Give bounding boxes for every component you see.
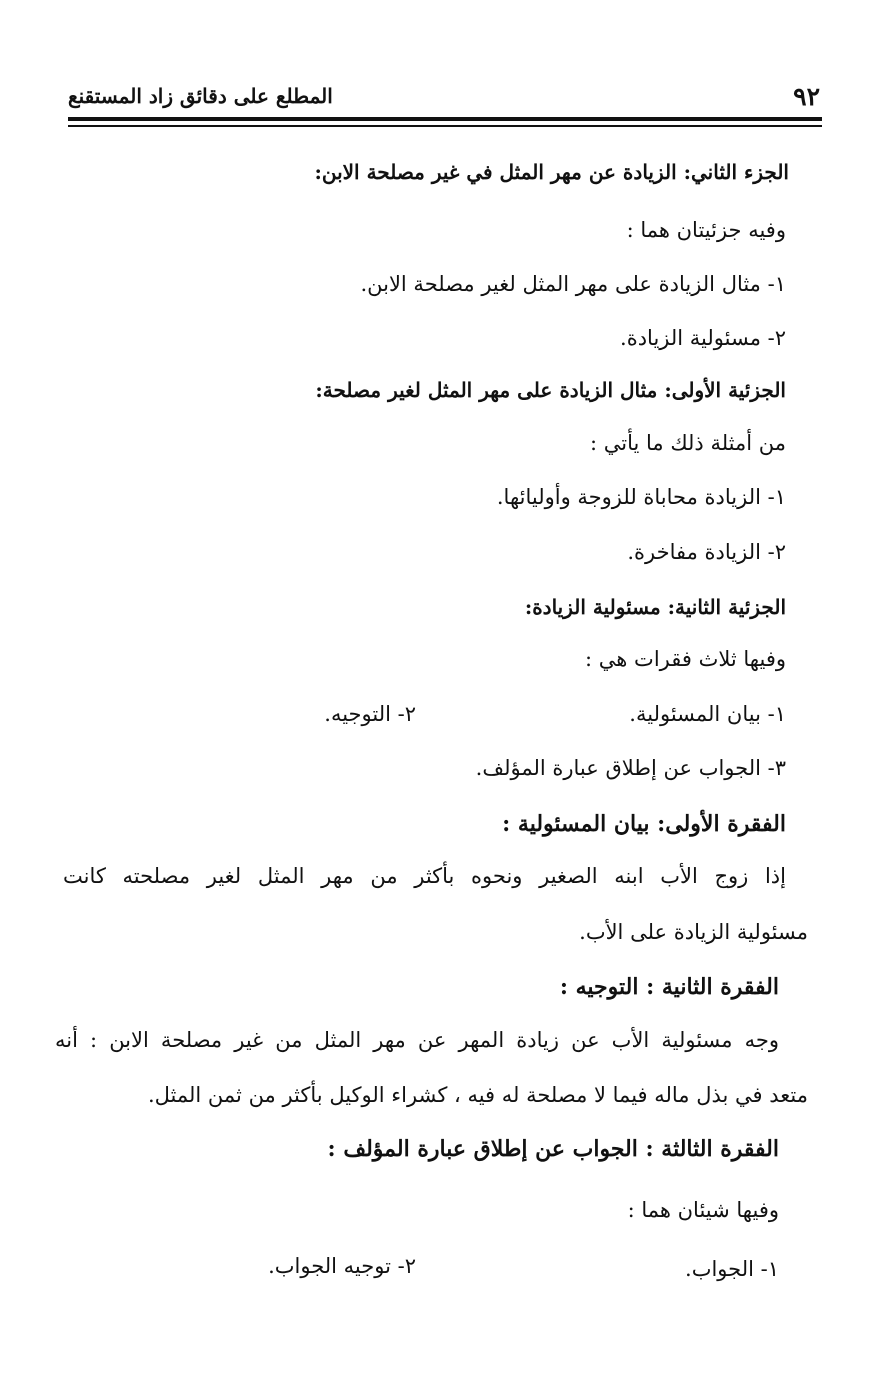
paragraph-heading: الفقرة الثانية : التوجيه :: [559, 974, 779, 1000]
page-header: [68, 82, 822, 112]
subsection-heading: الجزئية الأولى: مثال الزيادة على مهر المثل لغير مصلحة:: [315, 378, 786, 402]
list-item: ١- الزيادة محاباة للزوجة وأوليائها.: [496, 485, 786, 509]
list-item: ١- الجواب.: [685, 1257, 779, 1281]
running-title: المطلع على دقائق زاد المستقنع: [68, 84, 333, 108]
list-item: ١- مثال الزيادة على مهر المثل لغير مصلحة الابن.: [360, 272, 786, 296]
paragraph-line: إذا زوج الأب ابنه الصغير ونحوه بأكثر من مهر المثل لغير مصلحته كانت: [63, 864, 786, 888]
section-heading: الجزء الثاني: الزيادة عن مهر المثل في غير مصلحة الابن:: [314, 160, 789, 184]
page-number: ٩٢: [793, 82, 820, 111]
text-line: من أمثلة ذلك ما يأتي :: [589, 431, 786, 455]
list-item: ٢- مسئولية الزيادة.: [620, 326, 786, 350]
paragraph-line: مسئولية الزيادة على الأب.: [579, 920, 808, 944]
header-rule-thick: [68, 117, 822, 121]
text-line: وفيها ثلاث فقرات هي :: [585, 647, 786, 671]
list-item: ٢- توجيه الجواب.: [268, 1254, 416, 1278]
header-rule-thin: [68, 125, 822, 127]
paragraph-line: متعد في بذل ماله فيما لا مصلحة له فيه ، كشراء الوكيل بأكثر من ثمن المثل.: [147, 1083, 808, 1107]
paragraph-heading: الفقرة الأولى: بيان المسئولية :: [502, 811, 786, 837]
subsection-heading: الجزئية الثانية: مسئولية الزيادة:: [524, 595, 786, 619]
list-item: ٣- الجواب عن إطلاق عبارة المؤلف.: [475, 756, 786, 780]
list-item: ٢- الزيادة مفاخرة.: [627, 540, 786, 564]
text-line: وفيه جزئيتان هما :: [626, 218, 786, 242]
text-line: وفيها شيئان هما :: [627, 1198, 779, 1222]
list-item: ٢- التوجيه.: [324, 702, 416, 726]
paragraph-line: وجه مسئولية الأب عن زيادة المهر عن مهر المثل من غير مصلحة الابن : أنه: [55, 1028, 779, 1052]
list-item: ١- بيان المسئولية.: [629, 702, 786, 726]
paragraph-heading: الفقرة الثالثة : الجواب عن إطلاق عبارة المؤلف :: [327, 1136, 779, 1162]
